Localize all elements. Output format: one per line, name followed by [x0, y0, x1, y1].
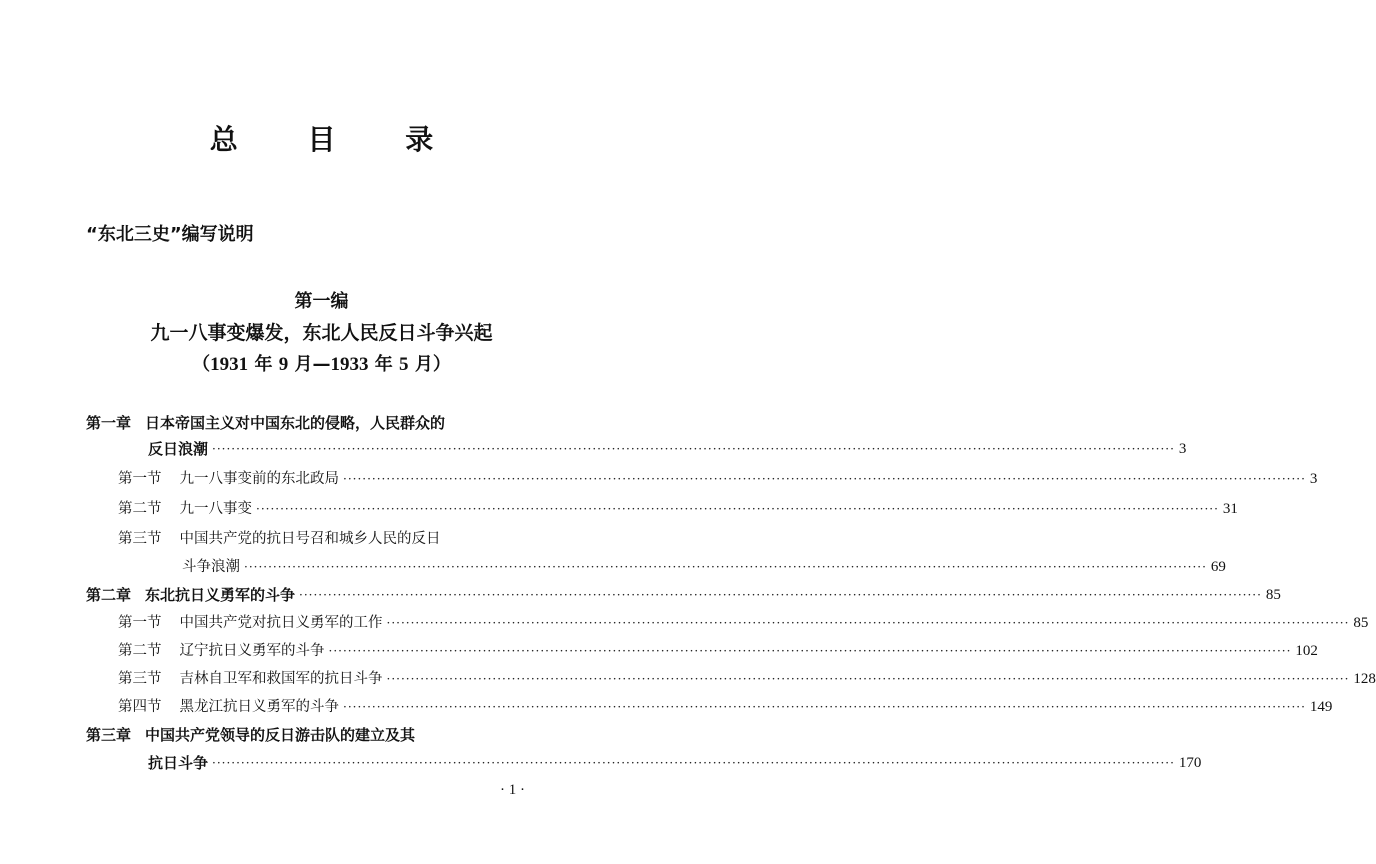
end-month: 5: [399, 354, 409, 375]
toc-page-number: 3: [1309, 471, 1318, 487]
toc-title: 九一八事变: [179, 501, 252, 517]
toc-label: 第三章: [86, 726, 132, 744]
toc-label: 第一节: [118, 615, 162, 631]
toc-label: 第三节: [118, 671, 162, 687]
leader-dots: ········································································································································································································: [299, 588, 1262, 602]
intro-entry: “东北三史”编写说明: [86, 224, 254, 245]
toc-page-number: 69: [1210, 559, 1226, 575]
toc-label: 第四节: [118, 699, 162, 715]
toc-title: 抗日斗争: [148, 754, 209, 772]
toc-chapter-row: [86, 724, 558, 746]
year-char-2: 年: [368, 354, 400, 375]
toc-page-number: 128: [1353, 671, 1376, 687]
toc-title: 反日浪潮: [148, 440, 209, 458]
toc-label: 第三节: [118, 531, 162, 547]
toc-section-row: [86, 640, 1318, 662]
month-char-2: 月）: [408, 354, 451, 375]
toc-title: 中国共产党的抗日号召和城乡人民的反日: [179, 531, 441, 547]
toc-page-number: 3: [1178, 441, 1187, 457]
part-dates: [0, 350, 643, 376]
leader-dots: ········································································································································································································: [328, 644, 1292, 658]
start-year: 1931: [210, 354, 249, 375]
toc-label: 第二章: [86, 586, 132, 604]
toc-chapter-row: [86, 438, 1187, 460]
leader-dots: ········································································································································································································: [256, 502, 1219, 516]
toc-chapter-row: [86, 584, 1281, 606]
toc-page-number: 149: [1309, 699, 1333, 715]
toc-label: 第二节: [118, 501, 162, 517]
toc-page-number: 102: [1295, 643, 1318, 659]
toc-section-row: [86, 696, 1333, 718]
toc-title: 日本帝国主义对中国东北的侵略，人民群众的: [145, 414, 446, 432]
toc-section-row: [86, 612, 1369, 634]
toc-title: 中国共产党领导的反日游击队的建立及其: [145, 726, 416, 744]
leader-dots: ········································································································································································································: [386, 672, 1350, 686]
toc-title: 黑龙江抗日义勇军的斗争: [179, 699, 339, 715]
leader-dots: ········································································································································································································: [386, 616, 1350, 630]
year-char-1: 年: [248, 354, 279, 375]
dates-open: （: [192, 354, 211, 375]
toc-title: 东北抗日义勇军的斗争: [145, 586, 296, 604]
toc-section-row: [86, 498, 1238, 520]
toc-title: 吉林自卫军和救国军的抗日斗争: [179, 671, 383, 687]
part-title: 九一八事变爆发，东北人民反日斗争兴起: [150, 322, 493, 344]
toc-chapter-row: [86, 412, 558, 434]
toc-title: 九一八事变前的东北政局: [179, 471, 339, 487]
toc-page-number: 85: [1265, 587, 1281, 603]
toc-title: 中国共产党对抗日义勇军的工作: [179, 615, 383, 631]
leader-dots: ········································································································································································································: [343, 700, 1306, 714]
month-char-1: 月—: [288, 354, 331, 375]
toc-label: 第一章: [86, 414, 132, 432]
page-number: · 1 ·: [500, 782, 525, 798]
toc-title: 斗争浪潮: [182, 559, 240, 575]
leader-dots: ········································································································································································································: [343, 472, 1306, 486]
toc-section-row: [86, 668, 1376, 690]
leader-dots: ········································································································································································································: [244, 560, 1207, 574]
toc-section-row: [86, 528, 558, 550]
leader-dots: ········································································································································································································: [212, 442, 1175, 456]
toc-page-number: 170: [1178, 755, 1202, 771]
page-title: 总 目 录: [209, 123, 464, 156]
toc-label: 第二节: [118, 643, 162, 659]
toc-page-number: 31: [1222, 501, 1238, 517]
leader-dots: ········································································································································································································: [212, 756, 1175, 770]
toc-title: 辽宁抗日义勇军的斗争: [179, 643, 325, 659]
end-year: 1933: [330, 354, 369, 375]
toc-section-row: [86, 556, 1226, 578]
toc-label: 第一节: [118, 471, 162, 487]
part-label: 第一编: [294, 291, 349, 312]
toc-page-number: 85: [1353, 615, 1369, 631]
toc-chapter-row: [86, 752, 1202, 774]
toc-section-row: [86, 468, 1318, 490]
start-month: 9: [278, 354, 289, 375]
